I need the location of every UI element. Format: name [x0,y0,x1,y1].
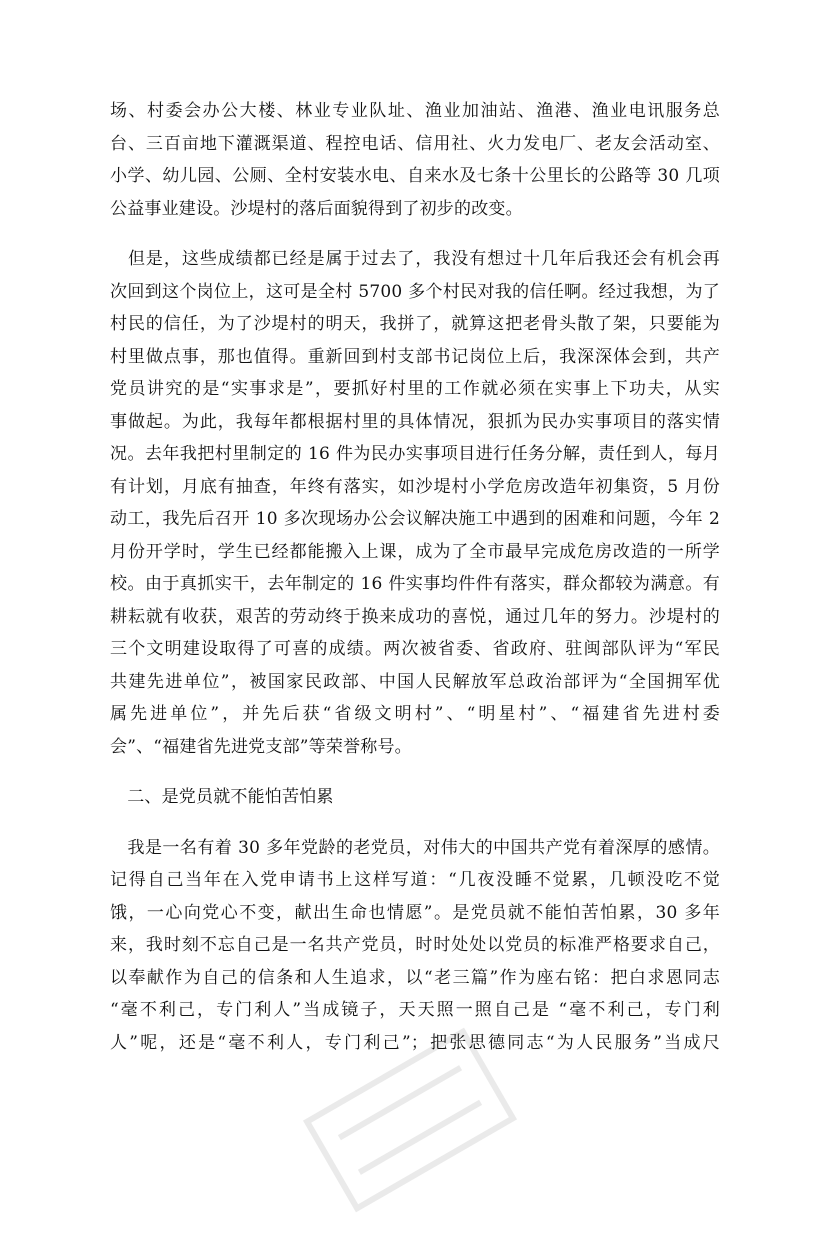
text-line: 村里做点事，那也值得。重新回到村支部书记岗位上后，我深深体会到，共产 [110,346,720,367]
text-line: 耕耘就有收获，艰苦的劳动终于换来成功的喜悦，通过几年的努力。沙堤村的 [110,606,720,627]
text-line: 饿，一心向党心不变，献出生命也情愿”。是党员就不能怕苦怕累，30 多年 [110,902,720,923]
paragraph-achievements [110,243,720,763]
text-line: 人”呢，还是“毫不利人，专门利己”；把张思德同志“为人民服务”当成尺 [110,1032,720,1053]
paragraph-public-projects [110,95,720,225]
text-line: 月份开学时，学生已经都能搬入上课，成为了全市最早完成危房改造的一所学 [110,541,720,562]
text-line: 来，我时刻不忘自己是一名共产党员，时时处处以党员的标准严格要求自己， [110,935,720,955]
text-line: 校。由于真抓实干，去年制定的 16 件实事均件件有落实，群众都较为满意。有 [110,574,720,594]
text-line: 以奉献作为自己的信条和人生追求，以“老三篇”作为座右铭：把白求恩同志 [110,967,720,988]
text-line: 会”、“福建省先进党支部”等荣誉称号。 [110,736,412,757]
text-line: 三个文明建设取得了可喜的成绩。两次被省委、省政府、驻闽部队评为“军民 [110,639,720,659]
text-line: 共建先进单位”，被国家民政部、中国人民解放军总政治部评为“全国拥军优 [110,671,720,692]
text-line: 台、三百亩地下灌溉渠道、程控电话、信用社、火力发电厂、老友会活动室、 [110,133,720,154]
text-line: 公益事业建设。沙堤村的落后面貌得到了初步的改变。 [110,198,523,219]
text-line: 事做起。为此，我每年都根据村里的具体情况，狠抓为民办实事项目的落实情 [110,411,720,432]
paragraph-gap [110,814,720,832]
section-heading [110,781,720,814]
text-line: 记得自己当年在入党申请书上这样写道：“几夜没睡不觉累，几顿没吃不觉 [110,870,720,890]
text-line: 次回到这个岗位上，这可是全村 5700 多个村民对我的信任啊。经过我想，为了 [110,281,720,302]
text-line: 场、村委会办公大楼、林业专业队址、渔业加油站、渔港、渔业电讯服务总 [110,101,720,121]
text-line: 但是，这些成绩都已经是属于过去了，我没有想过十几年后我还会有机会再 [110,249,720,269]
text-line: 有计划，月底有抽查，年终有落实，如沙堤村小学危房改造年初集资，5 月份 [110,476,720,497]
text-line: 我是一名有着 30 多年党龄的老党员，对伟大的中国共产党有着深厚的感情。 [110,837,720,858]
text-line: 小学、幼儿园、公厕、全村安装水电、自来水及七条十公里长的公路等 30 几项 [110,166,720,186]
text-line: 村民的信任，为了沙堤村的明天，我拼了，就算这把老骨头散了架，只要能为 [110,314,720,334]
paragraph-gap [110,763,720,781]
text-line: 党员讲究的是“实事求是”，要抓好村里的工作就必须在实事上下功夫，从实 [110,379,720,399]
text-line: 属先进单位”，并先后获“省级文明村”、“明星村”、“福建省先进村委 [110,704,720,724]
text-line: “毫不利己，专门利人”当成镜子，天天照一照自己是 “毫不利己，专门利 [110,1000,720,1020]
heading-line: 二、是党员就不能怕苦怕累 [110,787,334,807]
paragraph-gap [110,225,720,243]
text-line: 况。去年我把村里制定的 16 件为民办实事项目进行任务分解，责任到人，每月 [110,444,720,464]
document-body [110,95,720,1059]
text-line: 动工，我先后召开 10 多次现场办公会议解决施工中遇到的困难和问题，今年 2 [110,509,720,529]
